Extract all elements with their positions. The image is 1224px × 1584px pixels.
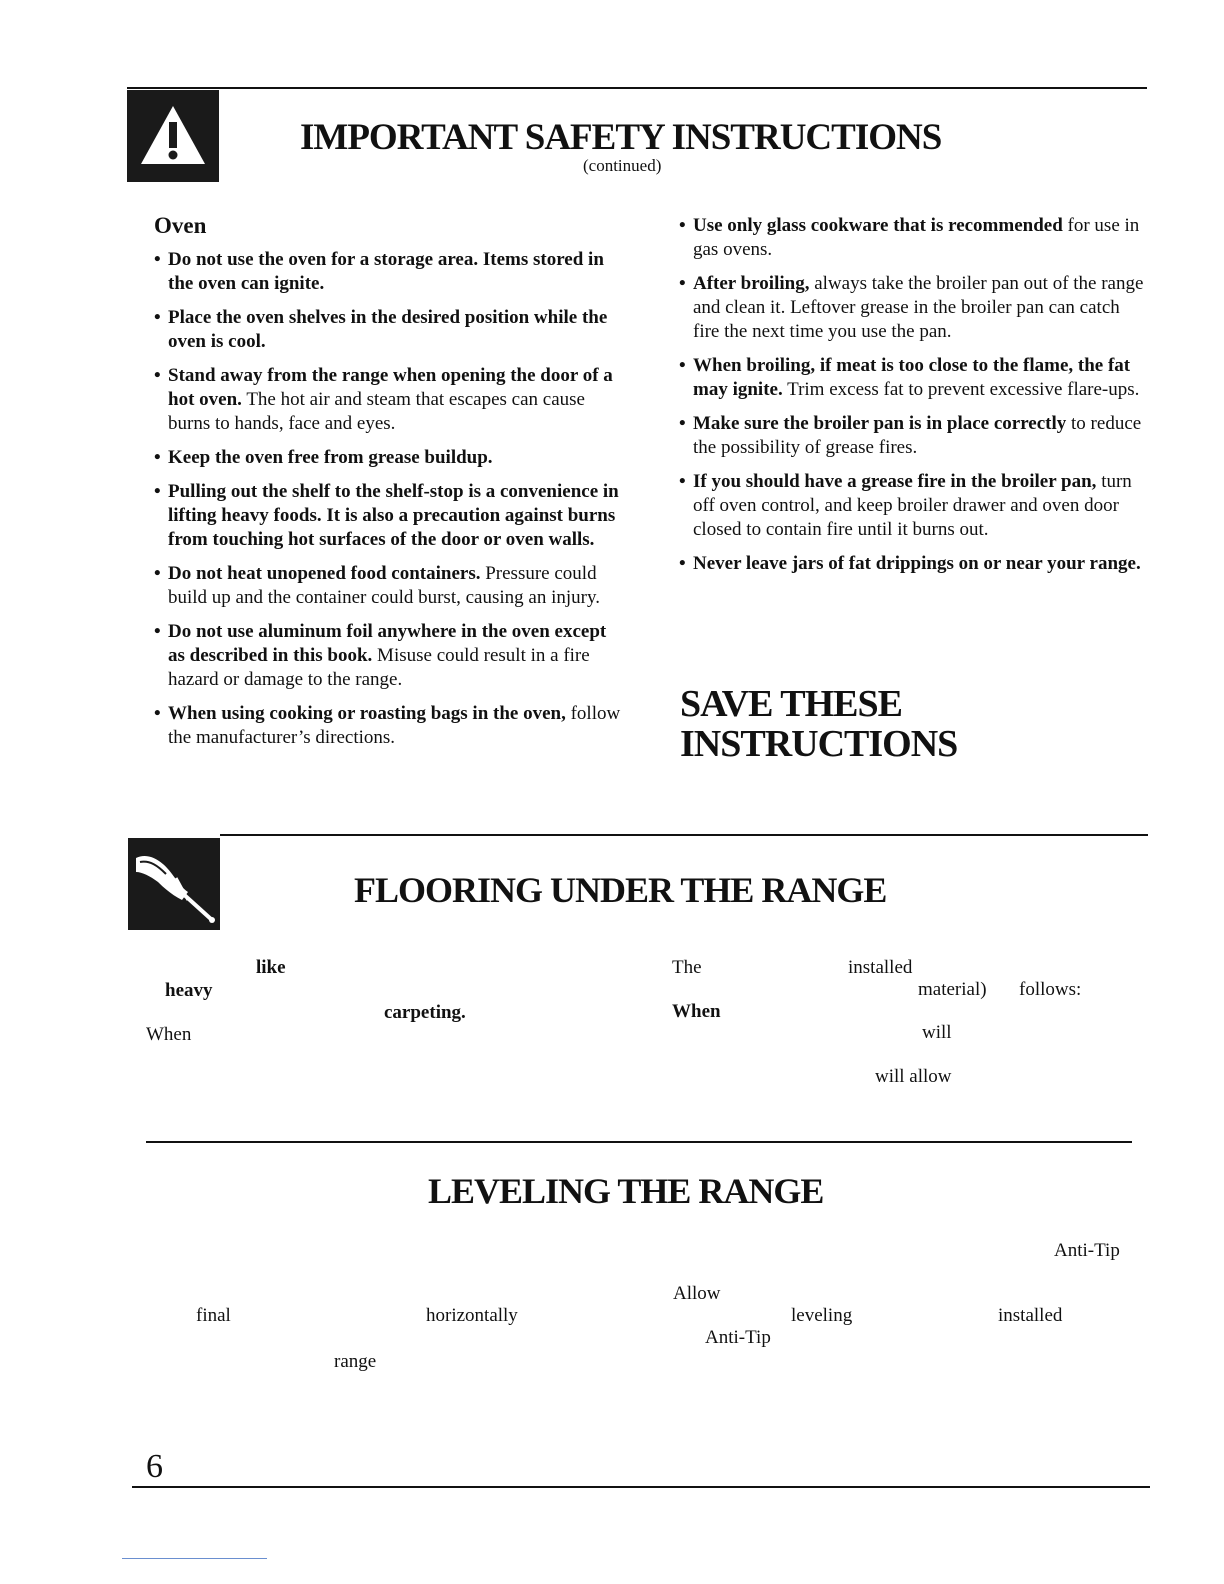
safety-item: • Stand away from the range when opening the door of a hot oven. The hot air and steam that escapes can cause burns to hands, face and eyes.	[154, 364, 624, 436]
safety-subtitle: (continued)	[583, 156, 662, 175]
flooring-word: The	[672, 957, 702, 978]
flooring-word: material)	[918, 979, 987, 1000]
safety-item: • Make sure the broiler pan is in place correctly to reduce the possibility of grease fires.	[679, 412, 1149, 460]
safety-item: • Pulling out the shelf to the shelf-stop is a convenience in lifting heavy foods. It is also a precaution against burns from touching hot surfaces of the door or oven walls.	[154, 480, 624, 552]
footer-rule	[132, 1486, 1150, 1488]
safety-item: • After broiling, always take the broiler pan out of the range and clean it. Leftover grease in the broiler pan can catch fire the next time you use the pan.	[679, 272, 1149, 344]
safety-left-column	[154, 214, 624, 760]
safety-item: • Never leave jars of fat drippings on or near your range.	[679, 552, 1149, 576]
flooring-word: When	[146, 1024, 192, 1045]
hand-tool-icon	[128, 838, 220, 930]
flooring-word: When	[672, 1001, 721, 1022]
flooring-word: heavy	[165, 980, 213, 1001]
safety-item: • Do not use aluminum foil anywhere in the oven except as described in this book. Misuse could result in a fire hazard or damage to the range.	[154, 620, 624, 692]
flooring-word: follows:	[1019, 979, 1082, 1000]
safety-item: • Keep the oven free from grease buildup.	[154, 446, 624, 470]
safety-item: • Do not use the oven for a storage area. Items stored in the oven can ignite.	[154, 248, 624, 296]
leveling-word: range	[334, 1351, 377, 1372]
flooring-word: carpeting.	[384, 1002, 466, 1023]
flooring-title: FLOORING UNDER THE RANGE	[354, 870, 887, 910]
save-instructions-heading: SAVE THESE INSTRUCTIONS	[680, 683, 958, 765]
safety-item: • Do not heat unopened food containers. Pressure could build up and the container could burst, causing an injury.	[154, 562, 624, 610]
leveling-word: installed	[998, 1305, 1063, 1326]
leveling-word: final	[196, 1305, 231, 1326]
flooring-word: will	[922, 1022, 952, 1043]
safety-item: • When broiling, if meat is too close to the flame, the fat may ignite. Trim excess fat to prevent excessive flare-ups.	[679, 354, 1149, 402]
safety-item: • Use only glass cookware that is recommended for use in gas ovens.	[679, 214, 1149, 262]
leveling-title: LEVELING THE RANGE	[428, 1171, 824, 1211]
flooring-word: will allow	[875, 1066, 952, 1087]
warning-triangle-icon	[139, 104, 207, 166]
oven-heading: Oven	[154, 213, 207, 238]
safety-item: • When using cooking or roasting bags in the oven, follow the manufacturer’s directions.	[154, 702, 624, 750]
leveling-word: Anti-Tip	[705, 1327, 771, 1348]
safety-title: IMPORTANT SAFETY INSTRUCTIONS	[300, 117, 942, 158]
leveling-word: Allow	[673, 1283, 721, 1304]
top-rule	[127, 87, 1147, 89]
leveling-word: Anti-Tip	[1054, 1240, 1120, 1261]
safety-item: • If you should have a grease fire in the broiler pan, turn off oven control, and keep broiler drawer and oven door closed to contain fire until it burns out.	[679, 470, 1149, 542]
leveling-divider	[146, 1141, 1132, 1143]
flooring-word: installed	[848, 957, 913, 978]
safety-right-column	[679, 214, 1149, 586]
page-number: 6	[146, 1448, 163, 1485]
leveling-word: horizontally	[426, 1305, 518, 1326]
bottom-link-underline	[122, 1558, 267, 1559]
safety-item: • Place the oven shelves in the desired position while the oven is cool.	[154, 306, 624, 354]
warning-badge	[127, 90, 219, 182]
section-divider	[220, 834, 1148, 836]
leveling-word: leveling	[791, 1305, 853, 1326]
flooring-badge	[128, 838, 220, 930]
flooring-word: like	[256, 957, 286, 978]
